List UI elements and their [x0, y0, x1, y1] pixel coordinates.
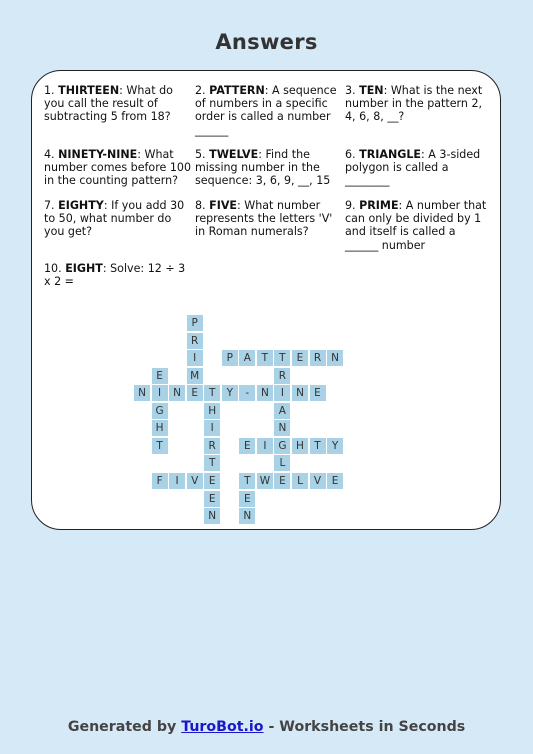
turobot-link[interactable]: TuroBot.io — [181, 719, 264, 735]
crossword-cell: E — [239, 438, 255, 454]
crossword-cell: H — [204, 403, 220, 419]
crossword-cell: G — [274, 438, 290, 454]
crossword-cell: E — [327, 473, 343, 489]
clue-9: 9. PRIME: A number that can only be divided by 1 and itself is called a ______ number — [345, 199, 487, 252]
crossword-cell: R — [204, 438, 220, 454]
clue-7: 7. EIGHTY: If you add 30 to 50, what number do you get? — [44, 199, 185, 239]
crossword-cell: P — [222, 350, 238, 366]
crossword-cell: H — [152, 420, 168, 436]
crossword-cell: N — [204, 508, 220, 524]
crossword-cell: I — [169, 473, 185, 489]
crossword-cell: T — [257, 350, 273, 366]
crossword-cell: - — [239, 385, 255, 401]
crossword-cell: A — [239, 350, 255, 366]
crossword-cell: G — [152, 403, 168, 419]
crossword-cell: N — [274, 420, 290, 436]
crossword-cell: R — [310, 350, 326, 366]
crossword-cell: P — [187, 315, 203, 331]
crossword-cell: E — [152, 368, 168, 384]
crossword-cell: T — [239, 473, 255, 489]
clue-6: 6. TRIANGLE: A 3-sided polygon is called a ________ — [345, 148, 481, 188]
crossword-cell: N — [169, 385, 185, 401]
crossword-cell: V — [310, 473, 326, 489]
clue-4: 4. NINETY-NINE: What number comes before 100 in the counting pattern? — [44, 148, 192, 188]
crossword-cell: E — [274, 473, 290, 489]
crossword-cell: R — [187, 333, 203, 349]
footer: Generated by TuroBot.io - Worksheets in Seconds — [67, 719, 466, 735]
crossword-cell: I — [152, 385, 168, 401]
crossword-cell: T — [204, 385, 220, 401]
crossword-cell: I — [204, 420, 220, 436]
crossword-cell: N — [327, 350, 343, 366]
clue-5: 5. TWELVE: Find the missing number in the sequence: 3, 6, 9, __, 15 — [195, 148, 331, 188]
page-title: Answers — [215, 30, 318, 54]
crossword-cell: H — [292, 438, 308, 454]
crossword-cell: E — [310, 385, 326, 401]
crossword-cell: W — [257, 473, 273, 489]
crossword-cell: T — [204, 455, 220, 471]
crossword-cell: E — [204, 491, 220, 507]
crossword-cell: V — [187, 473, 203, 489]
crossword-cell: E — [187, 385, 203, 401]
crossword-cell: I — [187, 350, 203, 366]
answers-card — [31, 70, 501, 530]
crossword-cell: E — [292, 350, 308, 366]
clue-1: 1. THIRTEEN: What do you call the result of subtracting 5 from 18? — [44, 84, 173, 124]
crossword-cell: L — [274, 455, 290, 471]
crossword-cell: N — [257, 385, 273, 401]
clue-2: 2. PATTERN: A sequence of numbers in a specific order is called a number ______ — [195, 84, 337, 137]
crossword-cell: E — [239, 491, 255, 507]
crossword-cell: R — [274, 368, 290, 384]
crossword-cell: E — [204, 473, 220, 489]
crossword-cell: N — [134, 385, 150, 401]
clue-8: 8. FIVE: What number represents the letters 'V' in Roman numerals? — [195, 199, 333, 239]
crossword-cell: I — [257, 438, 273, 454]
clue-10: 10. EIGHT: Solve: 12 ÷ 3 x 2 = — [44, 262, 186, 289]
crossword-cell: A — [274, 403, 290, 419]
crossword-cell: N — [292, 385, 308, 401]
crossword-cell: L — [292, 473, 308, 489]
crossword-cell: F — [152, 473, 168, 489]
crossword-cell: Y — [222, 385, 238, 401]
crossword-cell: T — [152, 438, 168, 454]
crossword-cell: Y — [327, 438, 343, 454]
crossword-cell: I — [274, 385, 290, 401]
crossword-cell: M — [187, 368, 203, 384]
crossword-cell: T — [274, 350, 290, 366]
crossword-cell: N — [239, 508, 255, 524]
crossword-cell: T — [310, 438, 326, 454]
clue-3: 3. TEN: What is the next number in the pattern 2, 4, 6, 8, __? — [345, 84, 483, 124]
